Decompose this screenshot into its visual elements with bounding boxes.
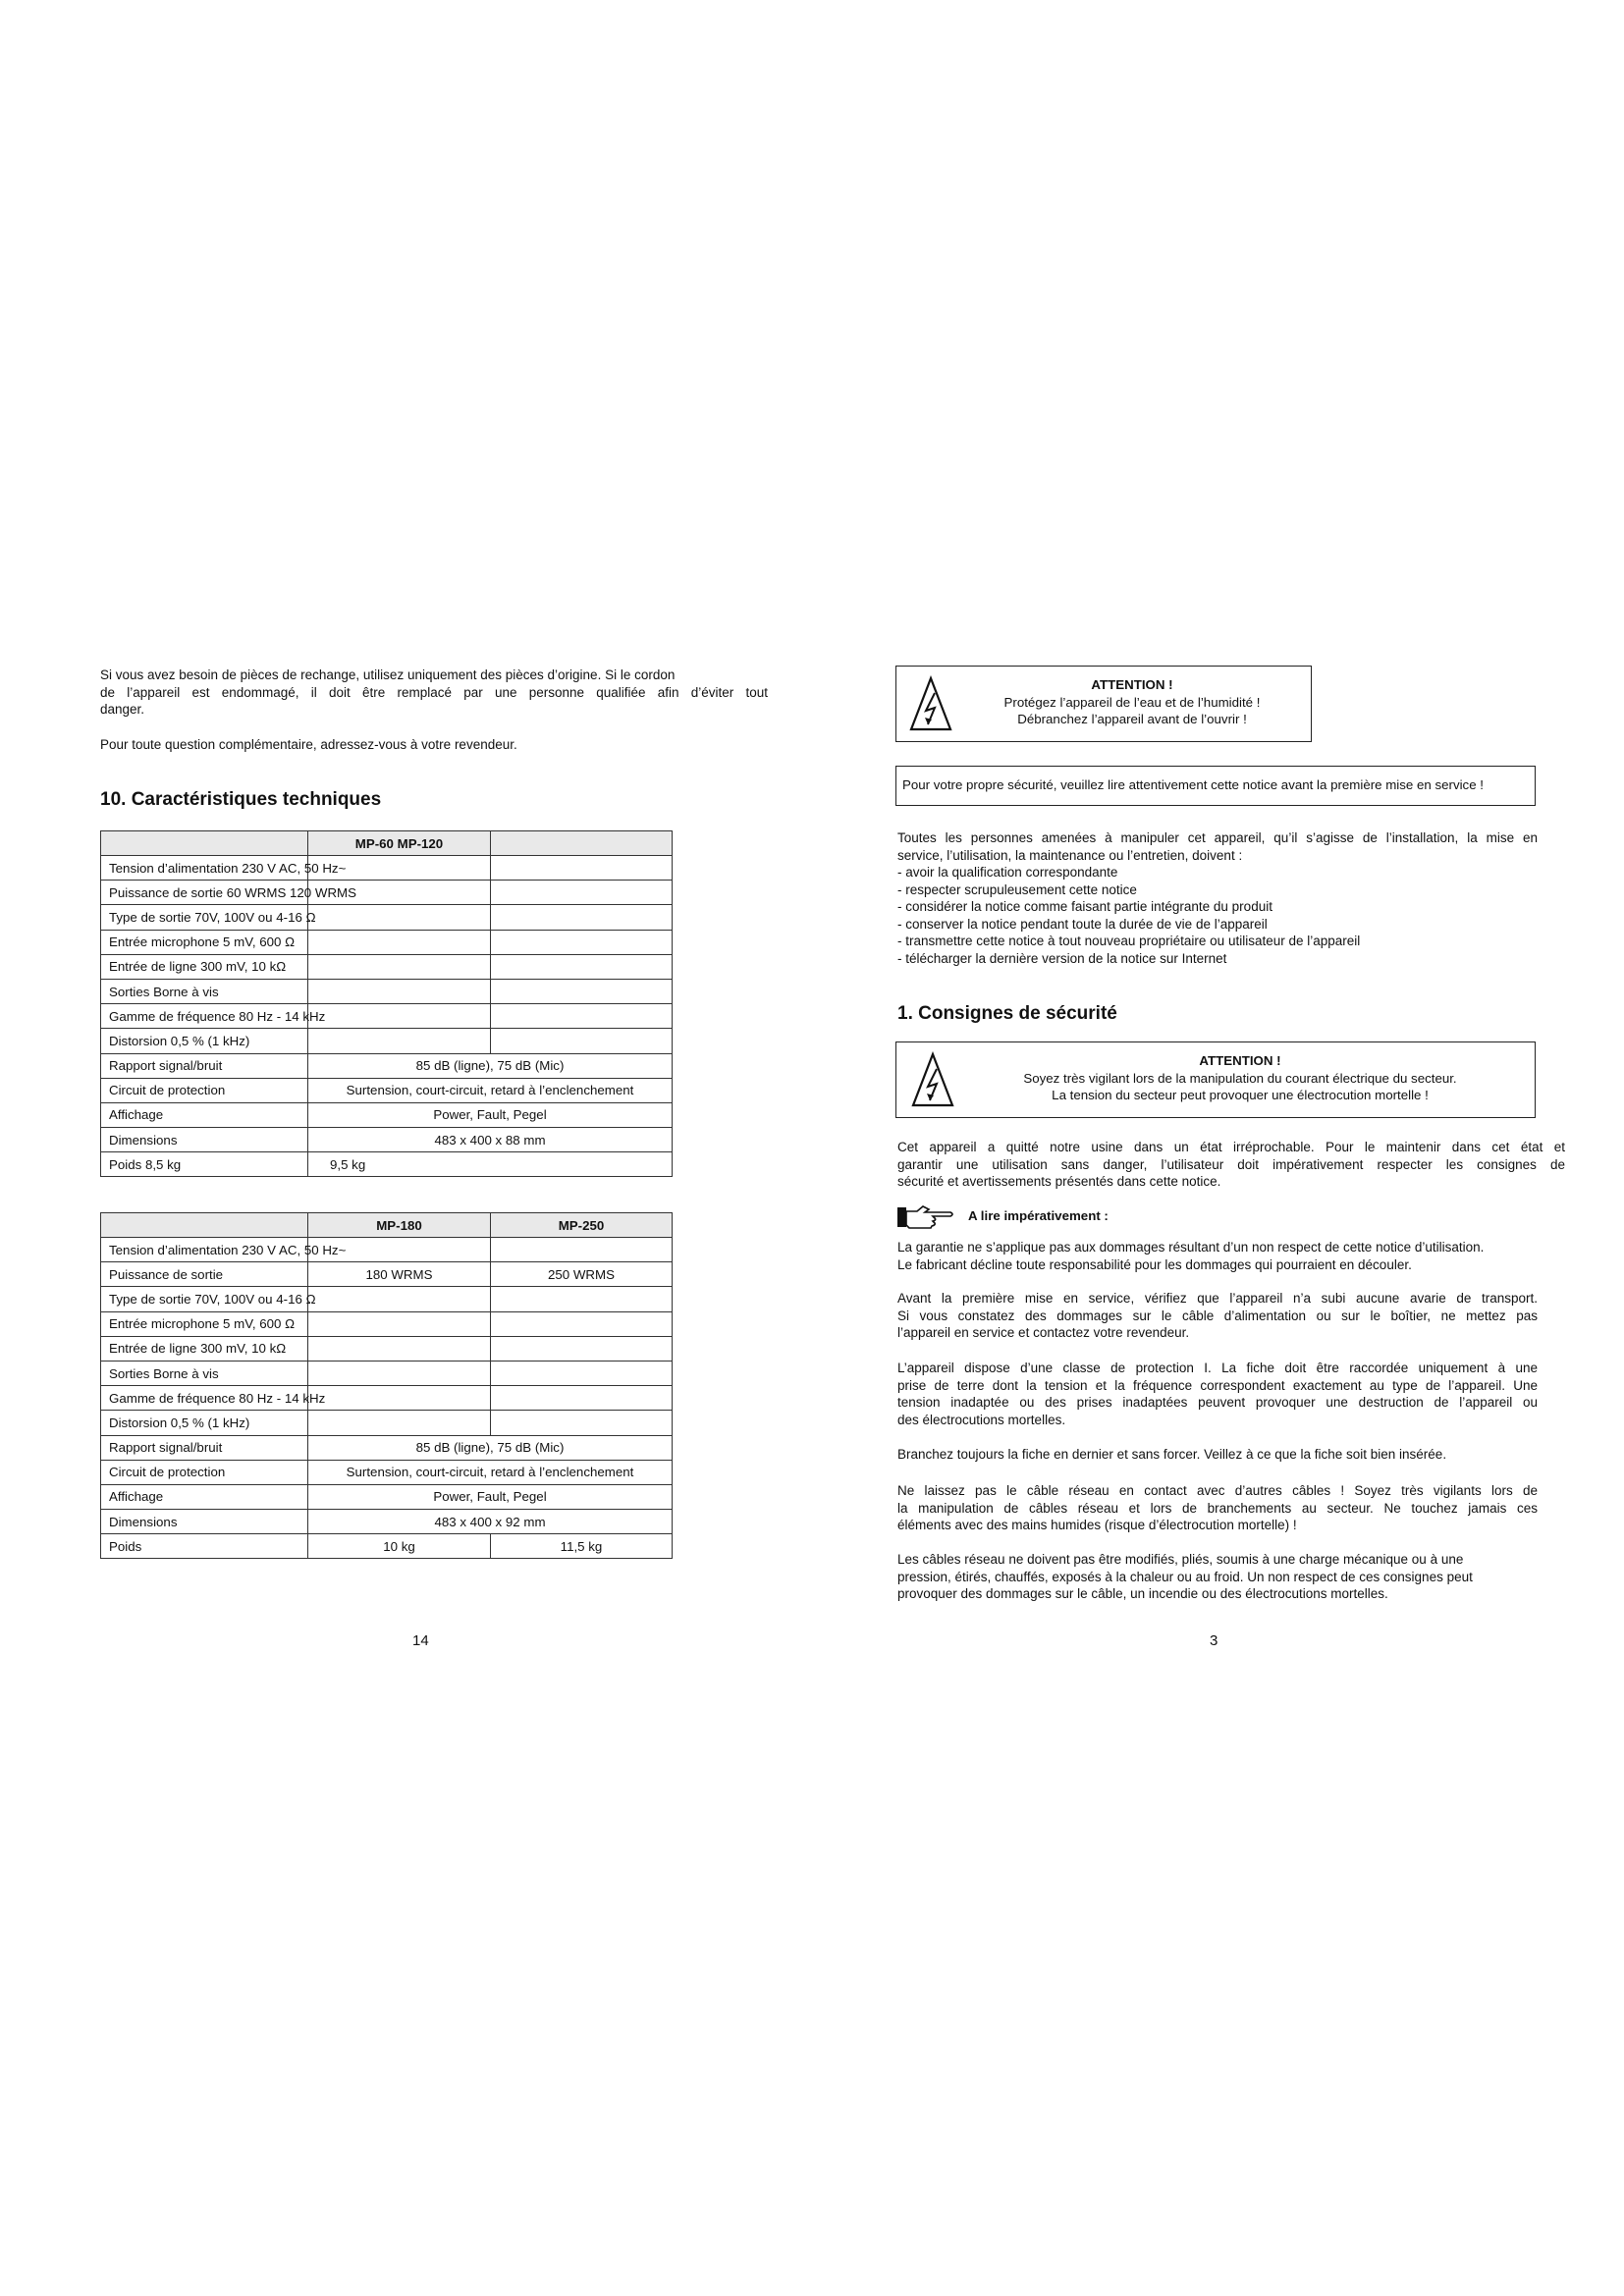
spec-value	[308, 1361, 491, 1385]
paragraph-line: tension inadaptée ou des prises inadaptées peuvent provoquer une destruction de l’appareil ou	[897, 1395, 1538, 1410]
attention-line: Débranchez l’appareil avant de l’ouvrir !	[1017, 712, 1247, 726]
table-row	[101, 1128, 673, 1152]
table-row	[101, 1004, 673, 1029]
spec-value	[491, 1386, 673, 1411]
spec-value	[308, 954, 491, 979]
page-number-left: 14	[412, 1632, 429, 1649]
safety-note: Pour votre propre sécurité, veuillez lire attentivement cette notice avant la première mise en service !	[902, 777, 1484, 792]
electric-warning-icon	[910, 1051, 955, 1108]
paragraph-line: Si vous constatez des dommages sur le câble d’alimentation ou sur le boîtier, ne mettez pas	[897, 1308, 1538, 1323]
spec-value	[308, 1287, 491, 1311]
spec-value	[491, 1411, 673, 1435]
spec-value: 11,5 kg	[491, 1534, 673, 1559]
spec-value: Power, Fault, Pegel	[308, 1102, 673, 1127]
spec-label: Dimensions	[101, 1510, 308, 1534]
column-header	[101, 1213, 308, 1238]
spec-value	[491, 930, 673, 954]
paragraph-line: éléments avec des mains humides (risque d’électrocution mortelle) !	[897, 1518, 1297, 1532]
table-row	[101, 954, 673, 979]
intro-paragraph	[100, 667, 768, 719]
personnel-paragraph	[897, 829, 1538, 967]
protection-class-paragraph	[897, 1360, 1538, 1428]
attention-title: ATTENTION !	[1199, 1053, 1281, 1068]
spec-value	[491, 1238, 673, 1262]
attention-text	[985, 1052, 1495, 1104]
spec-value	[491, 1287, 673, 1311]
spec-value	[308, 979, 491, 1003]
list-item: - conserver la notice pendant toute la durée de vie de l’appareil	[897, 916, 1268, 932]
spec-value: 483 x 400 x 92 mm	[308, 1510, 673, 1534]
attention-box-water	[895, 666, 1312, 742]
column-header: MP-60 MP-120	[308, 831, 491, 856]
spec-label: Puissance de sortie	[101, 1262, 308, 1287]
must-read-label: A lire impérativement :	[968, 1208, 1109, 1223]
spec-value	[491, 905, 673, 930]
spec-value: 180 WRMS	[308, 1262, 491, 1287]
spec-value	[491, 1029, 673, 1053]
table-row	[101, 1460, 673, 1484]
table-row	[101, 1386, 673, 1411]
list-item: - transmettre cette notice à tout nouveau propriétaire ou utilisateur de l’appareil	[897, 934, 1361, 948]
paragraph-line: Avant la première mise en service, vérifiez que l’appareil n’a subi aucune avarie de transport.	[897, 1291, 1538, 1306]
table-row	[101, 1029, 673, 1053]
table-row	[101, 979, 673, 1003]
page-number-right: 3	[1210, 1632, 1218, 1649]
list-item: - avoir la qualification correspondante	[897, 865, 1118, 880]
paragraph-line: la manipulation de câbles réseau et lors de branchements au secteur. Ne touchez jamais ces	[897, 1500, 1538, 1516]
spec-label: Type de sortie 70V, 100V ou 4-16 Ω	[101, 1287, 308, 1311]
table-row	[101, 1078, 673, 1102]
table-row	[101, 1435, 673, 1460]
electric-warning-icon	[908, 675, 953, 732]
paragraph-line: La garantie ne s’applique pas aux dommages résultant d’un non respect de cette notice d’utilisation.	[897, 1240, 1485, 1255]
spec-value	[308, 1386, 491, 1411]
spec-label: Poids 8,5 kg	[101, 1152, 308, 1177]
spec-value	[491, 1311, 673, 1336]
paragraph-line: Cet appareil a quitté notre usine dans un état irréprochable. Pour le maintenir dans cet état et	[897, 1140, 1565, 1154]
column-header	[491, 831, 673, 856]
table-header-row	[101, 1213, 673, 1238]
personnel-line: Toutes les personnes amenées à manipuler cet appareil, qu’il s’agisse de l’installation, la mise en	[897, 830, 1538, 845]
spec-value: 10 kg	[308, 1534, 491, 1559]
list-item: - considérer la notice comme faisant partie intégrante du produit	[897, 899, 1272, 914]
spec-value	[308, 1411, 491, 1435]
spec-label: Entrée microphone 5 mV, 600 Ω	[101, 930, 308, 954]
paragraph-line: l’appareil en service et contactez votre revendeur.	[897, 1325, 1190, 1340]
table-row	[101, 1484, 673, 1509]
spec-label: Affichage	[101, 1484, 308, 1509]
spec-label: Tension d’alimentation 230 V AC, 50 Hz~	[101, 1238, 308, 1262]
table-row	[101, 1262, 673, 1287]
paragraph-line: L’appareil dispose d’une classe de protection I. La fiche doit être raccordée uniquement à une	[897, 1361, 1538, 1375]
specs-table-mp180-mp250	[100, 1212, 673, 1559]
spec-label: Circuit de protection	[101, 1460, 308, 1484]
paragraph-line: Ne laissez pas le câble réseau en contact avec d’autres câbles ! Soyez très vigilants lors de	[897, 1483, 1538, 1498]
paragraph-line: garantir une utilisation sans danger, l’utilisateur doit impérativement respecter les consignes de	[897, 1156, 1565, 1172]
column-header: MP-250	[491, 1213, 673, 1238]
attention-title: ATTENTION !	[1091, 677, 1173, 692]
table-row	[101, 1287, 673, 1311]
column-header: MP-180	[308, 1213, 491, 1238]
spec-value	[491, 1361, 673, 1385]
pointing-hand-icon	[895, 1203, 958, 1231]
paragraph-line: sécurité et avertissements présentés dans cette notice.	[897, 1174, 1221, 1189]
table-row	[101, 856, 673, 881]
table-row	[101, 1238, 673, 1262]
spec-label: Dimensions	[101, 1128, 308, 1152]
table-row	[101, 1336, 673, 1361]
table-row	[101, 1102, 673, 1127]
spec-label: Distorsion 0,5 % (1 kHz)	[101, 1029, 308, 1053]
personnel-requirements-list	[897, 864, 1538, 967]
table-row	[101, 1053, 673, 1078]
network-cable-paragraph	[897, 1482, 1538, 1534]
spec-value	[308, 930, 491, 954]
spec-value: 9,5 kg	[308, 1152, 673, 1177]
table-header-row	[101, 831, 673, 856]
paragraph-line: Les câbles réseau ne doivent pas être modifiés, pliés, soumis à une charge mécanique ou à une	[897, 1552, 1464, 1567]
table-row	[101, 881, 673, 905]
warranty-paragraph	[897, 1239, 1538, 1273]
attention-line: La tension du secteur peut provoquer une électrocution mortelle !	[1052, 1088, 1429, 1102]
spec-label: Affichage	[101, 1102, 308, 1127]
spec-label: Distorsion 0,5 % (1 kHz)	[101, 1411, 308, 1435]
spec-label: Type de sortie 70V, 100V ou 4-16 Ω	[101, 905, 308, 930]
attention-line: Soyez très vigilant lors de la manipulation du courant électrique du secteur.	[1023, 1070, 1457, 1086]
list-item: - respecter scrupuleusement cette notice	[897, 881, 1137, 897]
spec-label: Gamme de fréquence 80 Hz - 14 kHz	[101, 1386, 308, 1411]
contact-paragraph: Pour toute question complémentaire, adressez-vous à votre revendeur.	[100, 737, 517, 752]
spec-label: Puissance de sortie 60 WRMS 120 WRMS	[101, 881, 308, 905]
spec-label: Rapport signal/bruit	[101, 1435, 308, 1460]
spec-label: Sorties Borne à vis	[101, 1361, 308, 1385]
spec-value	[491, 1336, 673, 1361]
spec-label: Entrée microphone 5 mV, 600 Ω	[101, 1311, 308, 1336]
safety-note-box	[895, 766, 1536, 806]
paragraph-line: prise de terre dont la tension et la fréquence correspondent exactement au type de l’appareil. Une	[897, 1377, 1538, 1393]
intro-line: Si vous avez besoin de pièces de rechange, utilisez uniquement des pièces d’origine. Si le cordon	[100, 667, 676, 682]
spec-value	[308, 1336, 491, 1361]
paragraph-line: des électrocutions mortelles.	[897, 1412, 1066, 1427]
spec-label: Circuit de protection	[101, 1078, 308, 1102]
spec-value	[308, 905, 491, 930]
spec-value	[491, 881, 673, 905]
spec-value	[308, 1311, 491, 1336]
table-row	[101, 1311, 673, 1336]
spec-label: Entrée de ligne 300 mV, 10 kΩ	[101, 1336, 308, 1361]
personnel-line: service, l’utilisation, la maintenance ou l’entretien, doivent :	[897, 847, 1243, 863]
intro-line: danger.	[100, 702, 145, 717]
spec-value	[491, 856, 673, 881]
section-title-specs: 10. Caractéristiques techniques	[100, 789, 382, 810]
spec-value: 483 x 400 x 88 mm	[308, 1128, 673, 1152]
plug-paragraph: Branchez toujours la fiche en dernier et sans forcer. Veillez à ce que la fiche soit bien insérée.	[897, 1447, 1447, 1462]
spec-value	[308, 1004, 491, 1029]
list-item: - télécharger la dernière version de la notice sur Internet	[897, 950, 1227, 966]
table-row	[101, 1361, 673, 1385]
spec-value: 85 dB (ligne), 75 dB (Mic)	[308, 1435, 673, 1460]
cable-handling-paragraph	[897, 1551, 1538, 1603]
transport-paragraph	[897, 1290, 1538, 1342]
paragraph-line: pression, étirés, chauffés, exposés à la chaleur ou au froid. Un non respect de ces consignes peut	[897, 1569, 1473, 1584]
spec-label: Poids	[101, 1534, 308, 1559]
table-row	[101, 1152, 673, 1177]
spec-label: Gamme de fréquence 80 Hz - 14 kHz	[101, 1004, 308, 1029]
spec-label: Entrée de ligne 300 mV, 10 kΩ	[101, 954, 308, 979]
table-row	[101, 1510, 673, 1534]
table-row	[101, 930, 673, 954]
attention-line: Protégez l’appareil de l’eau et de l’humidité !	[1003, 694, 1261, 710]
spec-value: Surtension, court-circuit, retard à l’enclenchement	[308, 1078, 673, 1102]
spec-label: Rapport signal/bruit	[101, 1053, 308, 1078]
condition-paragraph	[897, 1139, 1565, 1191]
paragraph-line: Le fabricant décline toute responsabilité pour les dommages qui pourraient en découler.	[897, 1256, 1412, 1272]
spec-value: 250 WRMS	[491, 1262, 673, 1287]
table-row	[101, 1411, 673, 1435]
spec-value	[308, 1029, 491, 1053]
attention-text	[965, 676, 1299, 728]
spec-value	[491, 979, 673, 1003]
spec-value	[491, 954, 673, 979]
paragraph-line: provoquer des dommages sur le câble, un incendie ou des électrocutions mortelles.	[897, 1586, 1388, 1601]
table-row	[101, 1534, 673, 1559]
column-header	[101, 831, 308, 856]
spec-value: Surtension, court-circuit, retard à l’enclenchement	[308, 1460, 673, 1484]
intro-line: de l’appareil est endommagé, il doit être remplacé par une personne qualifiée afin d’éviter tout	[100, 684, 768, 700]
spec-label: Tension d’alimentation 230 V AC, 50 Hz~	[101, 856, 308, 881]
table-row	[101, 905, 673, 930]
spec-value	[491, 1004, 673, 1029]
spec-value: 85 dB (ligne), 75 dB (Mic)	[308, 1053, 673, 1078]
spec-value: Power, Fault, Pegel	[308, 1484, 673, 1509]
attention-box-mains	[895, 1041, 1536, 1118]
spec-label: Sorties Borne à vis	[101, 979, 308, 1003]
specs-table-mp60-mp120	[100, 830, 673, 1177]
section-title-safety: 1. Consignes de sécurité	[897, 1003, 1117, 1024]
